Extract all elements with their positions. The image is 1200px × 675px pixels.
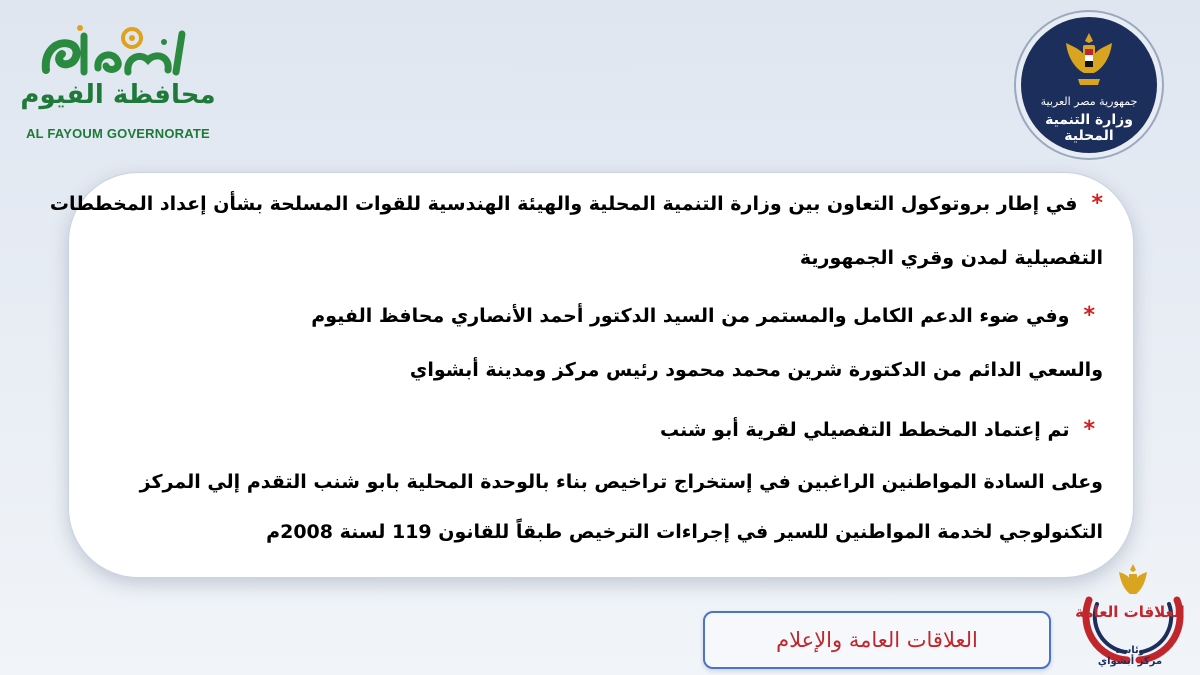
bullet-star: * <box>1083 303 1095 328</box>
announcement-line-2: التفصيلية لمدن وقري الجمهورية <box>799 247 1103 269</box>
ministry-seal <box>1021 17 1157 153</box>
bullet-star: * <box>1083 417 1095 442</box>
announcement-line-1: *في إطار بروتوكول التعاون بين وزارة التنمية المحلية والهيئة الهندسية للقوات المسلحة بشأن إعداد المخططات <box>49 191 1103 216</box>
governorate-name-ar: محافظة الفيوم <box>20 80 216 110</box>
announcement-line-3: *وفي ضوء الدعم الكامل والمستمر من السيد الدكتور أحمد الأنصاري محافظ الفيوم <box>311 303 1095 328</box>
announcement-line-7: التكنولوجي لخدمة المواطنين للسير في إجراءات الترخيص طبقاً للقانون 119 لسنة 2008م <box>266 521 1103 543</box>
ministry-country: جمهورية مصر العربية <box>1040 95 1138 108</box>
public-relations-logo <box>1075 560 1195 672</box>
pr-logo-title: العلاقات العامة <box>1075 603 1185 621</box>
announcement-line-5: *تم إعتماد المخطط التفصيلي لقرية أبو شنب <box>660 417 1095 442</box>
governorate-name-en: AL FAYOUM GOVERNORATE <box>26 126 210 141</box>
announcement-panel <box>49 172 1134 578</box>
pr-logo-subtitle: رئاسة مركز أبشواي <box>1097 645 1163 667</box>
fayoum-governorate-logo <box>18 22 218 152</box>
fayoum-calligraphy-icon <box>36 22 200 82</box>
bullet-star: * <box>1091 191 1103 216</box>
announcement-line-4: والسعي الدائم من الدكتورة شرين محمد محمود رئيس مركز ومدينة أبشواي <box>409 359 1103 381</box>
department-label: العلاقات العامة والإعلام <box>776 628 978 652</box>
announcement-line-6: وعلى السادة المواطنين الراغبين في إستخراج تراخيص بناء بالوحدة المحلية بابو شنب التقدم إلي المركز <box>139 471 1103 493</box>
ministry-name: وزارة التنمية المحلية <box>1045 112 1133 144</box>
department-label-box <box>703 611 1051 669</box>
eagle-emblem-icon <box>1064 29 1114 89</box>
